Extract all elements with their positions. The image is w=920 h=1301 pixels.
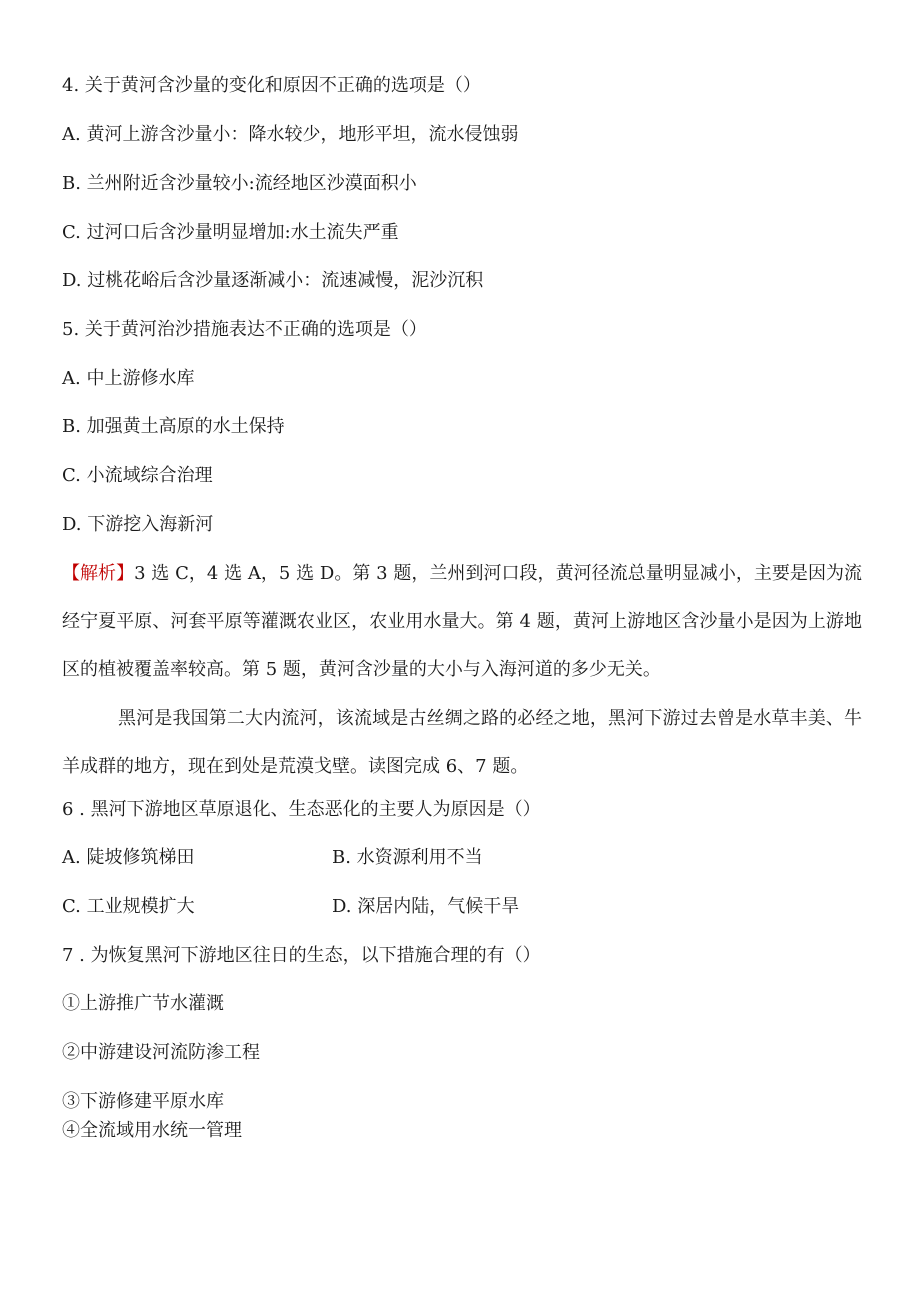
q7-item-1: ①上游推广节水灌溉	[62, 993, 224, 1014]
q4-option-b: B. 兰州附近含沙量较小:流经地区沙漠面积小	[62, 173, 417, 194]
q7-stem: 7 . 为恢复黑河下游地区往日的生态，以下措施合理的有（）	[62, 945, 541, 966]
q6-stem: 6 . 黑河下游地区草原退化、生态恶化的主要人为原因是（）	[62, 799, 541, 820]
q5-stem: 5. 关于黄河治沙措施表达不正确的选项是（）	[62, 319, 427, 340]
q4-option-a: A. 黄河上游含沙量小：降水较少，地形平坦，流水侵蚀弱	[62, 124, 519, 145]
q4-option-d: D. 过桃花峪后含沙量逐渐减小：流速减慢，泥沙沉积	[62, 270, 484, 291]
q4-option-c: C. 过河口后含沙量明显增加:水土流失严重	[62, 222, 399, 243]
q6-option-row-1	[62, 846, 483, 870]
q5-option-b: B. 加强黄土高原的水土保持	[62, 416, 285, 437]
q7-item-2: ②中游建设河流防渗工程	[62, 1042, 260, 1063]
q6-option-c: C. 工业规模扩大	[62, 896, 195, 917]
q6-option-b: B. 水资源利用不当	[332, 847, 483, 868]
q6-option-row-2	[62, 895, 520, 919]
q6-option-d: D. 深居内陆，气候干旱	[332, 896, 520, 917]
analysis-tag: 【解析】	[62, 563, 135, 584]
intro-paragraph: 黑河是我国第二大内流河，该流域是古丝绸之路的必经之地，黑河下游过去曾是水草丰美、牛羊成群的地方，现在到处是荒漠戈壁。读图完成 6、7 题。	[62, 708, 862, 777]
q7-item-4: ④全流域用水统一管理	[62, 1120, 242, 1141]
q6-option-a: A. 陡坡修筑梯田	[62, 847, 195, 868]
analysis-text: 3 选 C，4 选 A，5 选 D。第 3 题，兰州到河口段，黄河径流总量明显减小，主要是因为流经宁夏平原、河套平原等灌溉农业区，农业用水量大。第 4 题，黄河上游地区含沙量小是因为上游地区的植被覆盖率较高。第 5 题，黄河含沙量的大小与入海河道的多少无关。	[62, 563, 862, 680]
q5-option-c: C. 小流域综合治理	[62, 465, 213, 486]
q5-option-a: A. 中上游修水库	[62, 368, 195, 389]
q7-item-3: ③下游修建平原水库	[62, 1091, 224, 1112]
q5-option-d: D. 下游挖入海新河	[62, 514, 214, 535]
analysis-paragraph	[62, 550, 862, 694]
q4-stem: 4. 关于黄河含沙量的变化和原因不正确的选项是（）	[62, 75, 481, 96]
